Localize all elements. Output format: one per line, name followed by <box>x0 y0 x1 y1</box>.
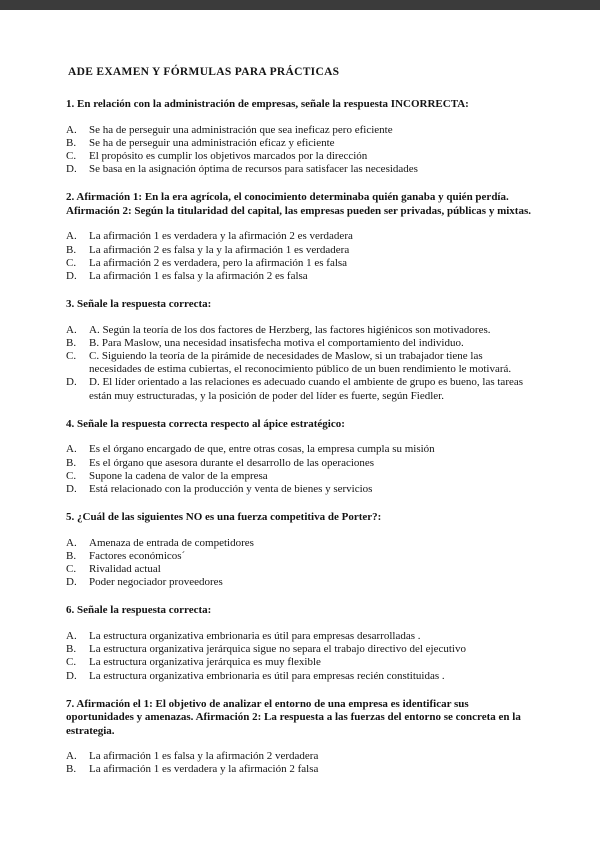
question-prompt: 2. Afirmación 1: En la era agrícola, el conocimiento determinaba quién ganaba y quién perdía. Afirmación 2: Según la titularidad del capital, las empresas pueden ser privadas, públicas y mixtas. <box>66 191 531 217</box>
option-letter: D. <box>66 163 77 176</box>
question-prompt: 7. Afirmación el 1: El objetivo de analizar el entorno de una empresa es identificar sus oportunidades y amenazas. Afirmación 2: La respuesta a las fuerzas del entorno se concreta en la estrategia. <box>66 697 521 737</box>
option-text: A. Según la teoría de los dos factores de Herzberg, las factores higiénicos son motivadores. <box>89 323 491 336</box>
answer-option <box>66 137 536 150</box>
option-text: Amenaza de entrada de competidores <box>89 536 254 549</box>
answer-option <box>66 470 536 483</box>
question-block <box>66 98 536 176</box>
option-text: Poder negociador proveedores <box>89 576 223 589</box>
answer-option <box>66 376 536 402</box>
option-letter: D. <box>66 376 77 389</box>
option-text: Se ha de perseguir una administración que sea ineficaz pero eficiente <box>89 123 393 136</box>
option-letter: C. <box>66 256 77 269</box>
answer-option <box>66 643 536 656</box>
option-letter: A. <box>66 536 77 549</box>
option-letter: B. <box>66 763 77 776</box>
page-content <box>0 10 600 777</box>
option-text: La afirmación 1 es verdadera y la afirmación 2 es verdadera <box>89 230 353 243</box>
option-letter: D. <box>66 669 77 682</box>
options-list <box>66 630 536 683</box>
option-text: La afirmación 1 es falsa y la afirmación 2 es falsa <box>89 269 308 282</box>
question-prompt: 3. Señale la respuesta correcta: <box>66 298 212 311</box>
option-letter: C. <box>66 149 77 162</box>
option-text: Rivalidad actual <box>89 563 161 576</box>
option-text: La afirmación 2 es verdadera, pero la afirmación 1 es falsa <box>89 256 348 269</box>
options-list <box>66 443 536 496</box>
question-prompt: 4. Señale la respuesta correcta respecto al ápice estratégico: <box>66 417 345 430</box>
option-text: La estructura organizativa jerárquica sigue no separa el trabajo directivo del ejecutivo <box>89 643 466 656</box>
question-block <box>66 418 536 496</box>
option-letter: B. <box>66 456 77 469</box>
option-letter: A. <box>66 750 77 763</box>
answer-option <box>66 230 536 243</box>
answer-option <box>66 324 536 337</box>
answer-option <box>66 457 536 470</box>
option-text: La estructura organizativa embrionaria es útil para empresas desarrolladas . <box>89 629 421 642</box>
option-letter: D. <box>66 269 77 282</box>
question-block <box>66 698 536 777</box>
answer-option <box>66 350 536 376</box>
question-prompt: 5. ¿Cuál de las siguientes NO es una fuerza competitiva de Porter?: <box>66 511 382 524</box>
option-letter: A. <box>66 443 77 456</box>
document-title: ADE EXAMEN Y FÓRMULAS PARA PRÁCTICAS <box>68 66 340 78</box>
answer-option <box>66 550 536 563</box>
option-letter: A. <box>66 323 77 336</box>
option-text: Está relacionado con la producción y venta de bienes y servicios <box>89 482 373 495</box>
option-letter: B. <box>66 336 77 349</box>
answer-option <box>66 163 536 176</box>
question-prompt: 6. Señale la respuesta correcta: <box>66 604 212 617</box>
questions-list <box>66 98 536 777</box>
option-letter: A. <box>66 629 77 642</box>
option-text: Se basa en la asignación óptima de recursos para satisfacer las necesidades <box>89 163 418 176</box>
answer-option <box>66 763 536 776</box>
option-text: Factores económicos´ <box>89 549 186 562</box>
option-letter: B. <box>66 243 77 256</box>
option-text: Supone la cadena de valor de la empresa <box>89 469 268 482</box>
option-text: Es el órgano que asesora durante el desarrollo de las operaciones <box>89 456 375 469</box>
viewer-topbar <box>0 0 600 10</box>
options-list <box>66 537 536 590</box>
question-block <box>66 604 536 682</box>
option-letter: B. <box>66 643 77 656</box>
option-text: La estructura organizativa jerárquica es muy flexible <box>89 656 321 669</box>
options-list <box>66 324 536 403</box>
answer-option <box>66 630 536 643</box>
answer-option <box>66 257 536 270</box>
option-letter: A. <box>66 230 77 243</box>
question-block <box>66 298 536 403</box>
option-text: La estructura organizativa embrionaria es útil para empresas recién constituidas . <box>89 669 445 682</box>
answer-option <box>66 656 536 669</box>
question-block <box>66 511 536 589</box>
option-letter: C. <box>66 656 77 669</box>
answer-option <box>66 483 536 496</box>
option-text: D. El líder orientado a las relaciones es adecuado cuando el ambiente de grupo es bueno, las tareas están muy estructuradas, y la posición de poder del líder es fuerte, según Fiedler. <box>89 376 524 402</box>
option-letter: D. <box>66 482 77 495</box>
answer-option <box>66 670 536 683</box>
option-letter: D. <box>66 576 77 589</box>
option-text: B. Para Maslow, una necesidad insatisfecha motiva el comportamiento del individuo. <box>89 336 464 349</box>
option-letter: C. <box>66 350 77 363</box>
option-text: El propósito es cumplir los objetivos marcados por la dirección <box>89 149 368 162</box>
options-list <box>66 124 536 177</box>
option-text: La afirmación 1 es falsa y la afirmación 2 verdadera <box>89 750 319 763</box>
option-text: La afirmación 2 es falsa y la y la afirmación 1 es verdadera <box>89 243 350 256</box>
option-letter: C. <box>66 563 77 576</box>
answer-option <box>66 537 536 550</box>
option-letter: A. <box>66 123 77 136</box>
option-letter: C. <box>66 469 77 482</box>
answer-option <box>66 750 536 763</box>
option-text: Es el órgano encargado de que, entre otras cosas, la empresa cumpla su misión <box>89 443 435 456</box>
question-prompt: 1. En relación con la administración de empresas, señale la respuesta INCORRECTA: <box>66 98 469 110</box>
answer-option <box>66 244 536 257</box>
answer-option <box>66 563 536 576</box>
options-list <box>66 230 536 283</box>
answer-option <box>66 337 536 350</box>
option-text: Se ha de perseguir una administración eficaz y eficiente <box>89 136 335 149</box>
answer-option <box>66 443 536 456</box>
answer-option <box>66 150 536 163</box>
answer-option <box>66 270 536 283</box>
question-block <box>66 191 536 283</box>
option-text: C. Siguiendo la teoría de la pirámide de necesidades de Maslow, si un trabajador tiene las necesidades de estima cubiertas, el reconocimiento público de un buen rendimiento le motivará. <box>89 350 512 376</box>
option-letter: B. <box>66 136 77 149</box>
options-list <box>66 750 536 776</box>
option-text: La afirmación 1 es verdadera y la afirmación 2 falsa <box>89 763 319 776</box>
option-letter: B. <box>66 549 77 562</box>
answer-option <box>66 124 536 137</box>
answer-option <box>66 576 536 589</box>
